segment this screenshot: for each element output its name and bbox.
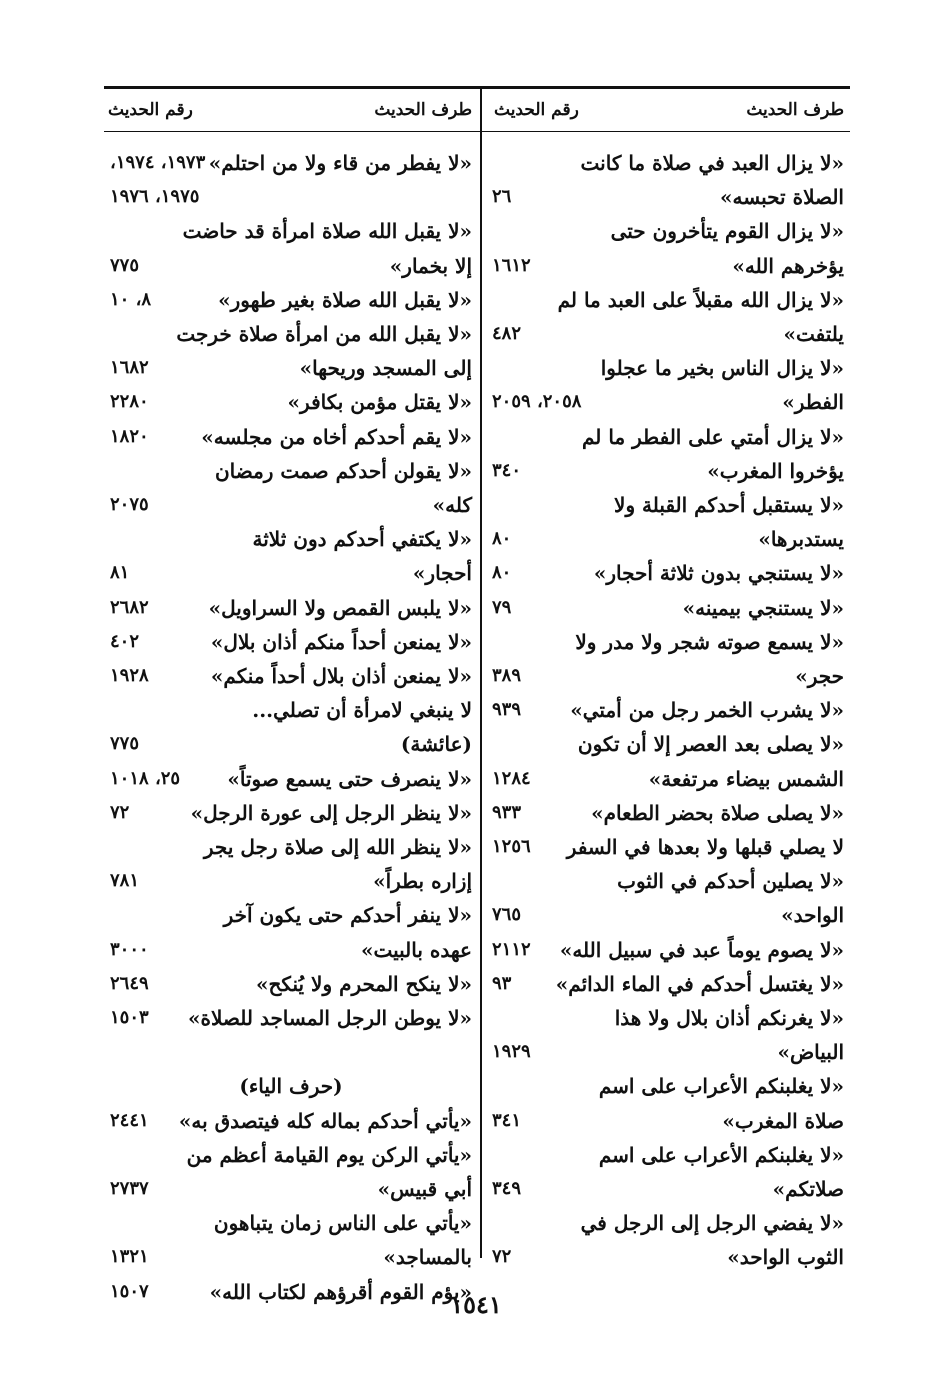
hadith-number: ١٥٠٧ (110, 1280, 149, 1302)
index-row (484, 317, 850, 351)
hadith-number: ٤٠٢ (110, 630, 140, 652)
hadith-number: ١٨٢٠ (110, 425, 149, 447)
hadith-text: «لا يزال القوم يتأخرون حتى (610, 219, 844, 244)
section-heading: (حرف الياء) (239, 1074, 343, 1099)
index-row (104, 180, 478, 214)
hadith-text: «لا يفضي الرجل إلى الرجل في (580, 1211, 844, 1236)
column-divider (480, 88, 482, 1258)
index-row (484, 591, 850, 625)
hadith-number: ٢٠٧٥ (110, 494, 149, 515)
hadith-number: ١٩٢٩ (492, 1041, 531, 1063)
index-row (484, 830, 850, 864)
hadith-text: «يأتي الركن يوم القيامة أعظم من (186, 1142, 472, 1167)
hadith-text: البياض» (777, 1040, 844, 1065)
hadith-text: «لا يكتفي أحدكم دون ثلاثة (252, 527, 472, 552)
hadith-text: «لا يسمع صوته شجر ولا مدر ولا (575, 629, 844, 654)
hadith-text: «لا يستقبل أحدكم القبلة ولا (614, 493, 844, 517)
hadith-text: الواحد» (781, 903, 844, 928)
header-hadith-number: رقم الحديث (494, 100, 579, 120)
hadith-text: «يؤم القوم أقرؤهم لكتاب الله» (209, 1279, 472, 1304)
hadith-text: «لا يصلى صلاة بحضر الطعام» (591, 800, 844, 825)
hadith-text: «لا يزال الله مقبلاً على العبد ما لم (557, 287, 844, 312)
hadith-number: ٨٠ (492, 528, 512, 550)
hadith-number: ٧٧٥ (110, 733, 140, 755)
index-row (104, 351, 478, 385)
index-row (104, 1069, 478, 1103)
index-row (484, 249, 850, 283)
hadith-number: ٤٨٢ (492, 323, 522, 344)
hadith-text: «لا يمنعن أذان بلال أحداً منكم» (210, 664, 472, 688)
left-column (104, 0, 478, 1374)
index-row (104, 933, 478, 967)
hadith-text: «لا ينظر الله إلى صلاة رجل يجر (203, 835, 472, 859)
hadith-text: «لا يغتسل أحدكم في الماء الدائم» (555, 971, 844, 996)
hadith-text: «لا ينكح المحرم ولا يُنكح» (256, 971, 472, 996)
hadith-text: «لا يغرنكم أذان بلال ولا هذا (614, 1006, 844, 1030)
index-row (104, 522, 478, 556)
hadith-number: ٢٢٨٠ (110, 391, 149, 413)
hadith-number: ٨، ١٠ (110, 288, 152, 310)
hadith-number: ٩٣٣ (492, 801, 522, 823)
index-row (484, 967, 850, 1001)
hadith-number: ٨١ (110, 562, 130, 584)
index-row (104, 864, 478, 898)
hadith-number: ٧٩ (492, 596, 512, 618)
index-row (104, 420, 478, 454)
hadith-text: يؤخروا المغرب» (707, 458, 844, 483)
index-row (104, 830, 478, 864)
hadith-text: «لا يزال أمتي على الفطر ما لم (582, 424, 844, 449)
hadith-text: كله» (432, 493, 472, 517)
header-hadith-number: رقم الحديث (108, 100, 193, 120)
hadith-text: الفطر» (782, 390, 844, 415)
index-row (104, 591, 478, 625)
hadith-text: «لا يقبل الله صلاة بغير طهور» (218, 287, 472, 312)
index-row (484, 1138, 850, 1172)
hadith-text: إزاره بطراً» (373, 869, 472, 894)
hadith-number: ٣٤٩ (492, 1178, 522, 1199)
hadith-text: لا ينبغي لامرأة أن تصلي... (252, 698, 472, 723)
index-row (104, 1104, 478, 1138)
hadith-number: ٧٢ (110, 801, 130, 823)
hadith-text: «لا يقتل مؤمن بكافر» (287, 390, 472, 415)
index-row (484, 933, 850, 967)
hadith-text: «لا يغلبنكم الأعراب على اسم (598, 1142, 844, 1167)
index-row (484, 283, 850, 317)
index-row (484, 693, 850, 727)
hadith-number: ٣٨٩ (492, 665, 522, 686)
index-row (104, 214, 478, 248)
index-row (484, 625, 850, 659)
index-row (484, 146, 850, 180)
index-row (104, 249, 478, 283)
hadith-text: الشمس بيضاء مرتفعة» (648, 766, 844, 791)
hadith-text: «لا يصوم يوماً عبد في سبيل الله» (559, 937, 844, 962)
index-row (104, 1035, 478, 1069)
hadith-text: «لا يلبس القمص ولا السراويل» (208, 595, 472, 620)
hadith-number: ٢٦٨٢ (110, 596, 149, 618)
hadith-text: «لا ينصرف حتى يسمع صوتاً» (227, 766, 472, 791)
hadith-text: «لا يشرب الخمر رجل من أمتي» (570, 698, 844, 723)
index-row (104, 659, 478, 693)
hadith-text: لا يصلي قبلها ولا بعدها في السفر (566, 835, 844, 859)
index-row (484, 796, 850, 830)
hadith-number: ١٦٨٢ (110, 357, 149, 379)
right-column (484, 0, 850, 1374)
index-row (104, 556, 478, 590)
index-row (104, 693, 478, 727)
hadith-number: ١٩٧٥، ١٩٧٦ (110, 186, 200, 208)
hadith-text: «لا يوطن الرجل المساجد للصلاة» (188, 1006, 472, 1030)
hadith-number: ١٢٥٦ (492, 836, 531, 857)
index-row (104, 1001, 478, 1035)
hadith-text: «لا يزال العبد في صلاة ما كانت (580, 151, 844, 175)
index-row (104, 762, 478, 796)
index-row (484, 1172, 850, 1206)
index-row (104, 454, 478, 488)
index-row (484, 659, 850, 693)
hadith-text: يلتفت» (783, 322, 844, 346)
hadith-text: أحجار» (412, 561, 472, 586)
index-row (104, 1206, 478, 1240)
hadith-number: ١٢٨٤ (492, 767, 531, 789)
hadith-text: إلى المسجد وريحها» (299, 356, 472, 381)
hadith-text: صلاتكم» (772, 1177, 844, 1201)
hadith-text: يؤخرهم الله» (732, 253, 844, 278)
hadith-number: ٣٤١ (492, 1109, 522, 1131)
hadith-number: ١٥٠٣ (110, 1007, 149, 1028)
index-row (484, 898, 850, 932)
hadith-text: «لا يقم أحدكم أخاه من مجلسه» (201, 424, 472, 449)
hadith-number: ٢٧٣٧ (110, 1178, 149, 1199)
index-row (484, 1104, 850, 1138)
hadith-text: «لا ينفر أحدكم حتى يكون آخر (223, 903, 472, 928)
hadith-text: «يأتي أحدكم بماله كله فيتصدق به» (178, 1108, 472, 1133)
index-row (484, 1206, 850, 1240)
index-row (484, 762, 850, 796)
hadith-text: صلاة المغرب» (722, 1108, 844, 1133)
hadith-text: «لا يقولن أحدكم صمت رمضان (214, 458, 472, 483)
index-row (104, 796, 478, 830)
hadith-text: «لا يستنجي بدون ثلاثة أحجار» (593, 561, 844, 586)
hadith-number: ٢٠٥٨، ٢٠٥٩ (492, 391, 582, 413)
hadith-number: ٣٠٠٠ (110, 938, 149, 960)
hadith-number: ٧٦٥ (492, 904, 522, 926)
hadith-number: ٩٣٩ (492, 699, 522, 721)
index-row (484, 522, 850, 556)
hadith-number: ١٩٧٣، ١٩٧٤، (110, 152, 206, 173)
hadith-number: ٣٤٠ (492, 459, 522, 481)
index-row (484, 351, 850, 385)
index-row (104, 283, 478, 317)
index-row (104, 1172, 478, 1206)
index-row (104, 727, 478, 761)
index-row (104, 1138, 478, 1172)
header-hadith-text: طرف الحديث (374, 100, 472, 120)
hadith-text: «لا يفطر من قاء ولا من احتلم» (208, 151, 472, 175)
hadith-text: عهده بالبيت» (360, 937, 472, 962)
index-row (484, 385, 850, 419)
hadith-text: «لا يصلى بعد العصر إلا أن تكون (577, 732, 844, 757)
index-row (484, 1001, 850, 1035)
index-row (104, 146, 478, 180)
index-row (104, 317, 478, 351)
hadith-text: «لا يستنجي بيمينه» (682, 595, 844, 620)
hadith-text: «لا يمنعن أحداً منكم أذان بلال» (210, 629, 472, 654)
hadith-number: ٢٥، ١٠١٨ (110, 767, 181, 789)
hadith-number: ٢٦ (492, 186, 512, 208)
index-row (484, 556, 850, 590)
hadith-text: «لا يغلبنكم الأعراب على اسم (598, 1074, 844, 1099)
hadith-text: يستدبرها» (758, 527, 844, 552)
hadith-text: حجر» (795, 664, 844, 688)
index-row (484, 454, 850, 488)
hadith-text: «لا يصلين أحدكم في الثوب (617, 869, 844, 894)
hadith-number: ٩٣ (492, 972, 512, 994)
header-hadith-text: طرف الحديث (746, 100, 844, 120)
hadith-text: «لا يقبل الله صلاة امرأة قد حاضت (182, 219, 472, 244)
index-row (484, 420, 850, 454)
index-row (104, 1240, 478, 1274)
hadith-number: ٢٤٤١ (110, 1109, 149, 1131)
hadith-text: «يأتي على الناس زمان يتباهون (213, 1211, 472, 1236)
hadith-text: «لا يزال الناس بخير ما عجلوا (600, 356, 844, 381)
index-row (484, 864, 850, 898)
hadith-text: الثوب الواحد» (727, 1245, 844, 1270)
hadith-text: أبي قبيس» (377, 1177, 472, 1201)
index-row (484, 1240, 850, 1274)
index-row (104, 488, 478, 522)
index-row (104, 625, 478, 659)
hadith-number: ١٣٢١ (110, 1246, 149, 1268)
index-row (484, 488, 850, 522)
index-row (484, 727, 850, 761)
index-row (484, 214, 850, 248)
hadith-number: ٢٦٤٩ (110, 972, 149, 994)
hadith-number: ١٦١٢ (492, 254, 531, 276)
hadith-number: ٧٨١ (110, 870, 140, 892)
hadith-number: ١٩٢٨ (110, 665, 149, 686)
hadith-number: ٨٠ (492, 562, 512, 584)
hadith-text: (عائشة) (400, 732, 472, 757)
index-row (484, 1035, 850, 1069)
index-row (104, 898, 478, 932)
page-number: ١٥٤١ (450, 1290, 502, 1319)
index-row (104, 967, 478, 1001)
hadith-text: «لا ينظر الرجل إلى عورة الرجل» (190, 800, 472, 825)
hadith-text: الصلاة تحبسه» (720, 185, 844, 210)
index-row (104, 385, 478, 419)
hadith-number: ٧٢ (492, 1246, 512, 1268)
hadith-text: «لا يقبل الله من امرأة صلاة خرجت (176, 322, 472, 346)
index-row (484, 1069, 850, 1103)
hadith-number: ٢١١٢ (492, 938, 531, 960)
hadith-text: إلا بخمار» (389, 253, 472, 278)
hadith-number: ٧٧٥ (110, 254, 140, 276)
index-row (484, 180, 850, 214)
hadith-text: بالمساجد» (383, 1245, 472, 1270)
